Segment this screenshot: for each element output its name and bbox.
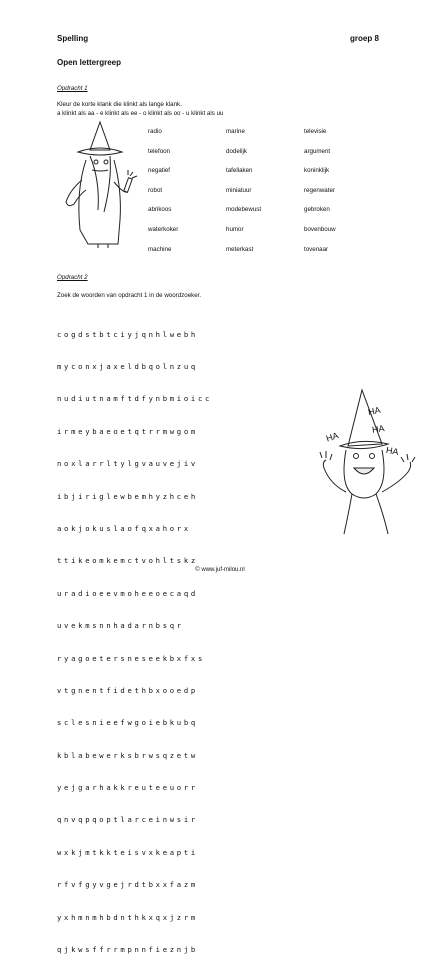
wordsearch-row: aokjokuslaofqxahorx (57, 523, 191, 533)
task2-instruction: Zoek de woorden van opdracht 1 in de woordzoeker. (57, 292, 202, 299)
page-title: Open lettergreep (57, 58, 122, 67)
footer-credit: © www.juf-milou.nl (195, 567, 245, 573)
word-item: humor (226, 225, 244, 233)
word-item: modebewust (226, 206, 262, 214)
word-item: abrikoos (148, 206, 172, 214)
word-item: argument (304, 147, 331, 155)
word-item: machine (148, 245, 172, 253)
wordsearch-row: vtgnentfidethbxooedp (57, 685, 198, 695)
instruction-line-1: Kleur de korte klank die klinkt als lange klank. (57, 101, 182, 108)
ha-text: HA (371, 423, 386, 435)
wordsearch-row: uradioeevmoheeoecaqd (57, 588, 198, 598)
word-item: tovenaar (304, 245, 329, 253)
word-item: robot (148, 186, 163, 194)
wordsearch-row: qjkwsffrrmpnnfieznjb (57, 945, 198, 955)
word-item: dodelijk (226, 147, 247, 155)
word-item: regenwater (304, 186, 335, 194)
wordsearch-row: rfvfgyvgejrdtbxxfazm (57, 880, 198, 890)
wordsearch-row: cogdstbtciyjqnhlwebh (57, 329, 198, 339)
word-item: televisie (304, 128, 327, 135)
word-item: koninklijk (304, 167, 330, 175)
task1-label: Opdracht 1 (57, 85, 88, 92)
ha-text: HA (367, 404, 382, 418)
wordsearch-row: wxkjmtkkteisvxkeapti (57, 847, 198, 857)
word-list (148, 128, 398, 265)
word-item: marine (226, 128, 245, 135)
wizard-illustration (58, 120, 144, 250)
word-item: waterkoker (148, 225, 179, 233)
ha-text: HA (385, 444, 400, 458)
wordsearch-row: ryagoetersneseekbxfxs (57, 653, 205, 663)
task2-label: Opdracht 2 (57, 274, 88, 281)
wordsearch-grid (57, 308, 212, 967)
wordsearch-row: irmeybaeoetqtrrmwgom (57, 426, 198, 436)
wordsearch-row: yejgarhakkreuteeuorr (57, 783, 198, 793)
wordsearch-row: kblabewerksbrwsqzetw (57, 750, 198, 760)
word-item: tafellaken (226, 167, 253, 175)
word-item: radio (148, 128, 162, 135)
instruction-line-2: a klinkt als aa - e klinkt als ee - o klinkt als oo - u klinkt als uu (57, 109, 224, 117)
wordsearch-row: nudiutnamftdfynbmioicc (57, 394, 213, 404)
wordsearch-row: sclesnieefwgoiebkubq (57, 718, 198, 728)
word-item: bovenbouw (304, 225, 336, 233)
wordsearch-row: noxlarrltylgvauvejiv (57, 459, 198, 469)
wordsearch-row: yxhmnmhbdnthkxqxjzrm (57, 912, 198, 922)
wordsearch-row: ibjiriglewbemhyzhceh (57, 491, 198, 501)
wordsearch-row: ttikeomkemctvohltskz (57, 556, 198, 566)
wordsearch-row: qnvqpqoptlarceinwsir (57, 815, 198, 825)
ha-text: HA (324, 430, 340, 444)
word-item: negatief (148, 167, 171, 175)
task1-instructions (57, 101, 223, 118)
word-item: miniatuur (226, 186, 252, 194)
subject-heading: Spelling (57, 34, 89, 43)
wordsearch-row: myconxjaxeldbqolnzuq (57, 361, 198, 371)
word-item: gebroken (304, 206, 330, 214)
word-item: telefoon (148, 147, 171, 155)
wordsearch-row: uvekmsnnhadarnbsqr (57, 621, 184, 631)
group-heading: groep 8 (350, 34, 379, 43)
word-item: meterkast (226, 245, 254, 253)
